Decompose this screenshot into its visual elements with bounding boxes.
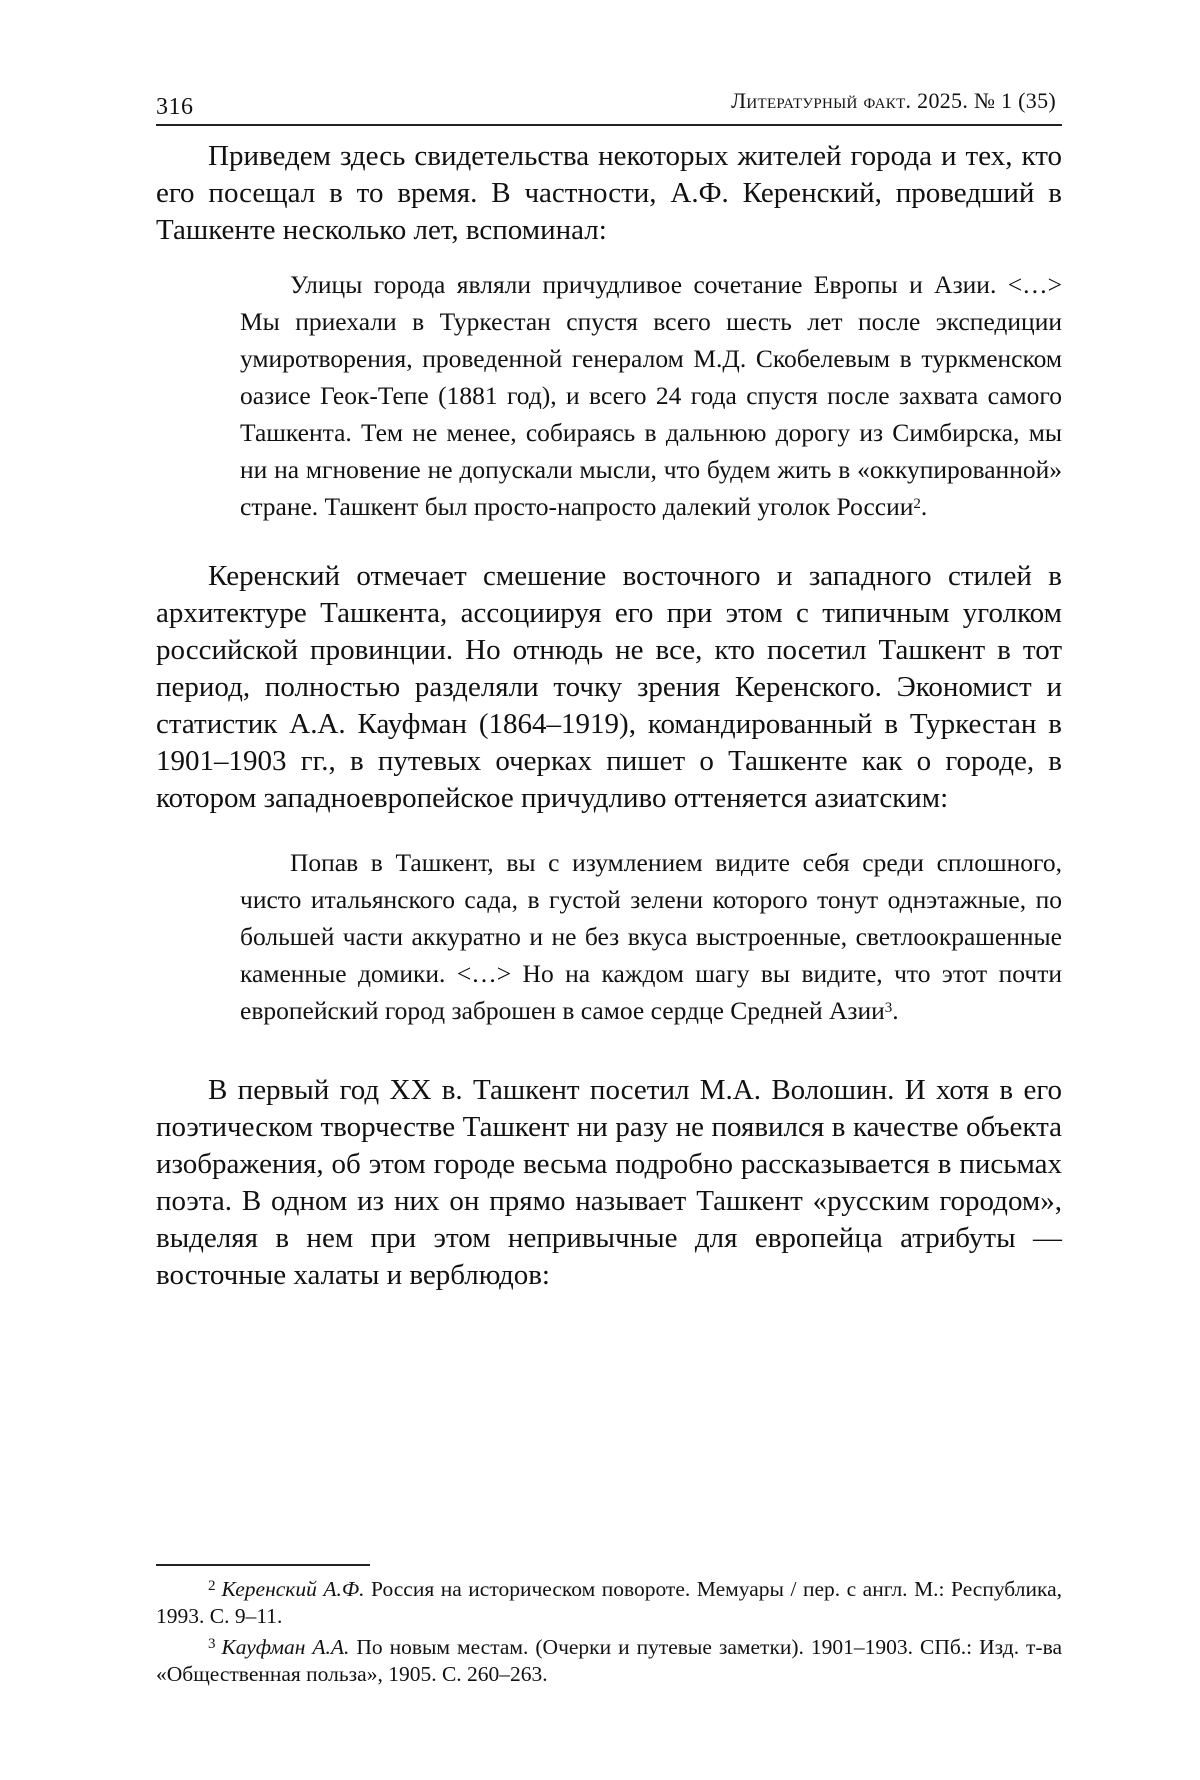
journal-title: Литературный факт. 2025. № 1 (35)	[731, 88, 1056, 113]
footnote-text: Россия на историческом повороте. Мемуары / пер. с англ. М.: Республика, 1993. С. 9–11.	[156, 1577, 1062, 1628]
footnote-reference: 3	[884, 1000, 893, 1016]
block-quote-kerensky	[240, 266, 1062, 525]
footnote-number: 3	[208, 1636, 216, 1652]
page-number: 316	[156, 94, 194, 120]
body-paragraph-3: В первый год XX в. Ташкент посетил М.А. Волошин. И хотя в его поэтическом творчестве Ташкент ни разу не появился в качестве объекта изображения, об этом городе весьма подробно рассказывается в письмах поэта. В одном из них он прямо называет Ташкент «русским городом», выделяя в нем при этом непривычные для европейца атрибуты — восточные халаты и верблюдов:	[156, 1074, 1062, 1291]
body-paragraph-2: Керенский отмечает смешение восточного и западного стилей в архитектуре Ташкента, ассоциируя его при этом с типичным уголком российской провинции. Но отнюдь не все, кто посетил Ташкент в тот период, полностью разделяли точку зрения Керенского. Экономист и статистик А.А. Кауфман (1864–1919), командированный в Туркестан в 1901–1903 гг., в путевых очерках пишет о Ташкенте как о городе, в котором западноевропейское причудливо оттеняется азиатским:	[156, 560, 1062, 814]
footnote-rule	[156, 1564, 370, 1566]
body-paragraph-1: Приведем здесь свидетельства некоторых жителей города и тех, кто его посещал в то время. В частности, А.Ф. Керенский, проведший в Ташкенте несколько лет, вспоминал:	[156, 140, 1062, 246]
quote-end: .	[920, 492, 928, 521]
running-header	[156, 86, 1062, 126]
block-quote-kaufman	[240, 844, 1062, 1029]
footnote-reference: 2	[913, 496, 921, 512]
footnote-3	[156, 1634, 1062, 1688]
quote-text: Улицы города являли причудливое сочетание Европы и Азии. <…> Мы приехали в Туркестан спустя всего шесть лет после экспедиции умиротворения, проведенной генералом М.Д. Скобелевым в туркменском оазисе Геок-Тепе (1881 год), и всего 24 года спустя после захвата самого Ташкента. Тем не менее, собираясь в дальнюю дорогу из Симбирска, мы ни на мгновение не допускали мысли, что будем жить в «оккупированной» стране. Ташкент был просто-напросто далекий уголок России	[240, 270, 1062, 521]
footnote-number: 2	[208, 1578, 216, 1594]
footnote-author: Керенский А.Ф.	[221, 1577, 365, 1601]
quote-text: Попав в Ташкент, вы с изумлением видите себя среди сплошного, чисто итальянского сада, в густой зелени которого тонут однэтажные, по большей части аккуратно и не без вкуса выстроенные, светлоокрашенные каменные домики. <…> Но на каждом шагу вы видите, что этот почти европейский город заброшен в самое сердце Средней Азии	[240, 848, 1062, 1025]
footnote-author: Кауфман А.А.	[221, 1635, 350, 1659]
footnote-text: По новым местам. (Очерки и путевые заметки). 1901–1903. СПб.: Изд. т-ва «Общественная польза», 1905. С. 260–263.	[156, 1635, 1062, 1686]
footnote-2	[156, 1576, 1062, 1630]
quote-end: .	[892, 996, 899, 1025]
header-rule	[156, 124, 1062, 126]
